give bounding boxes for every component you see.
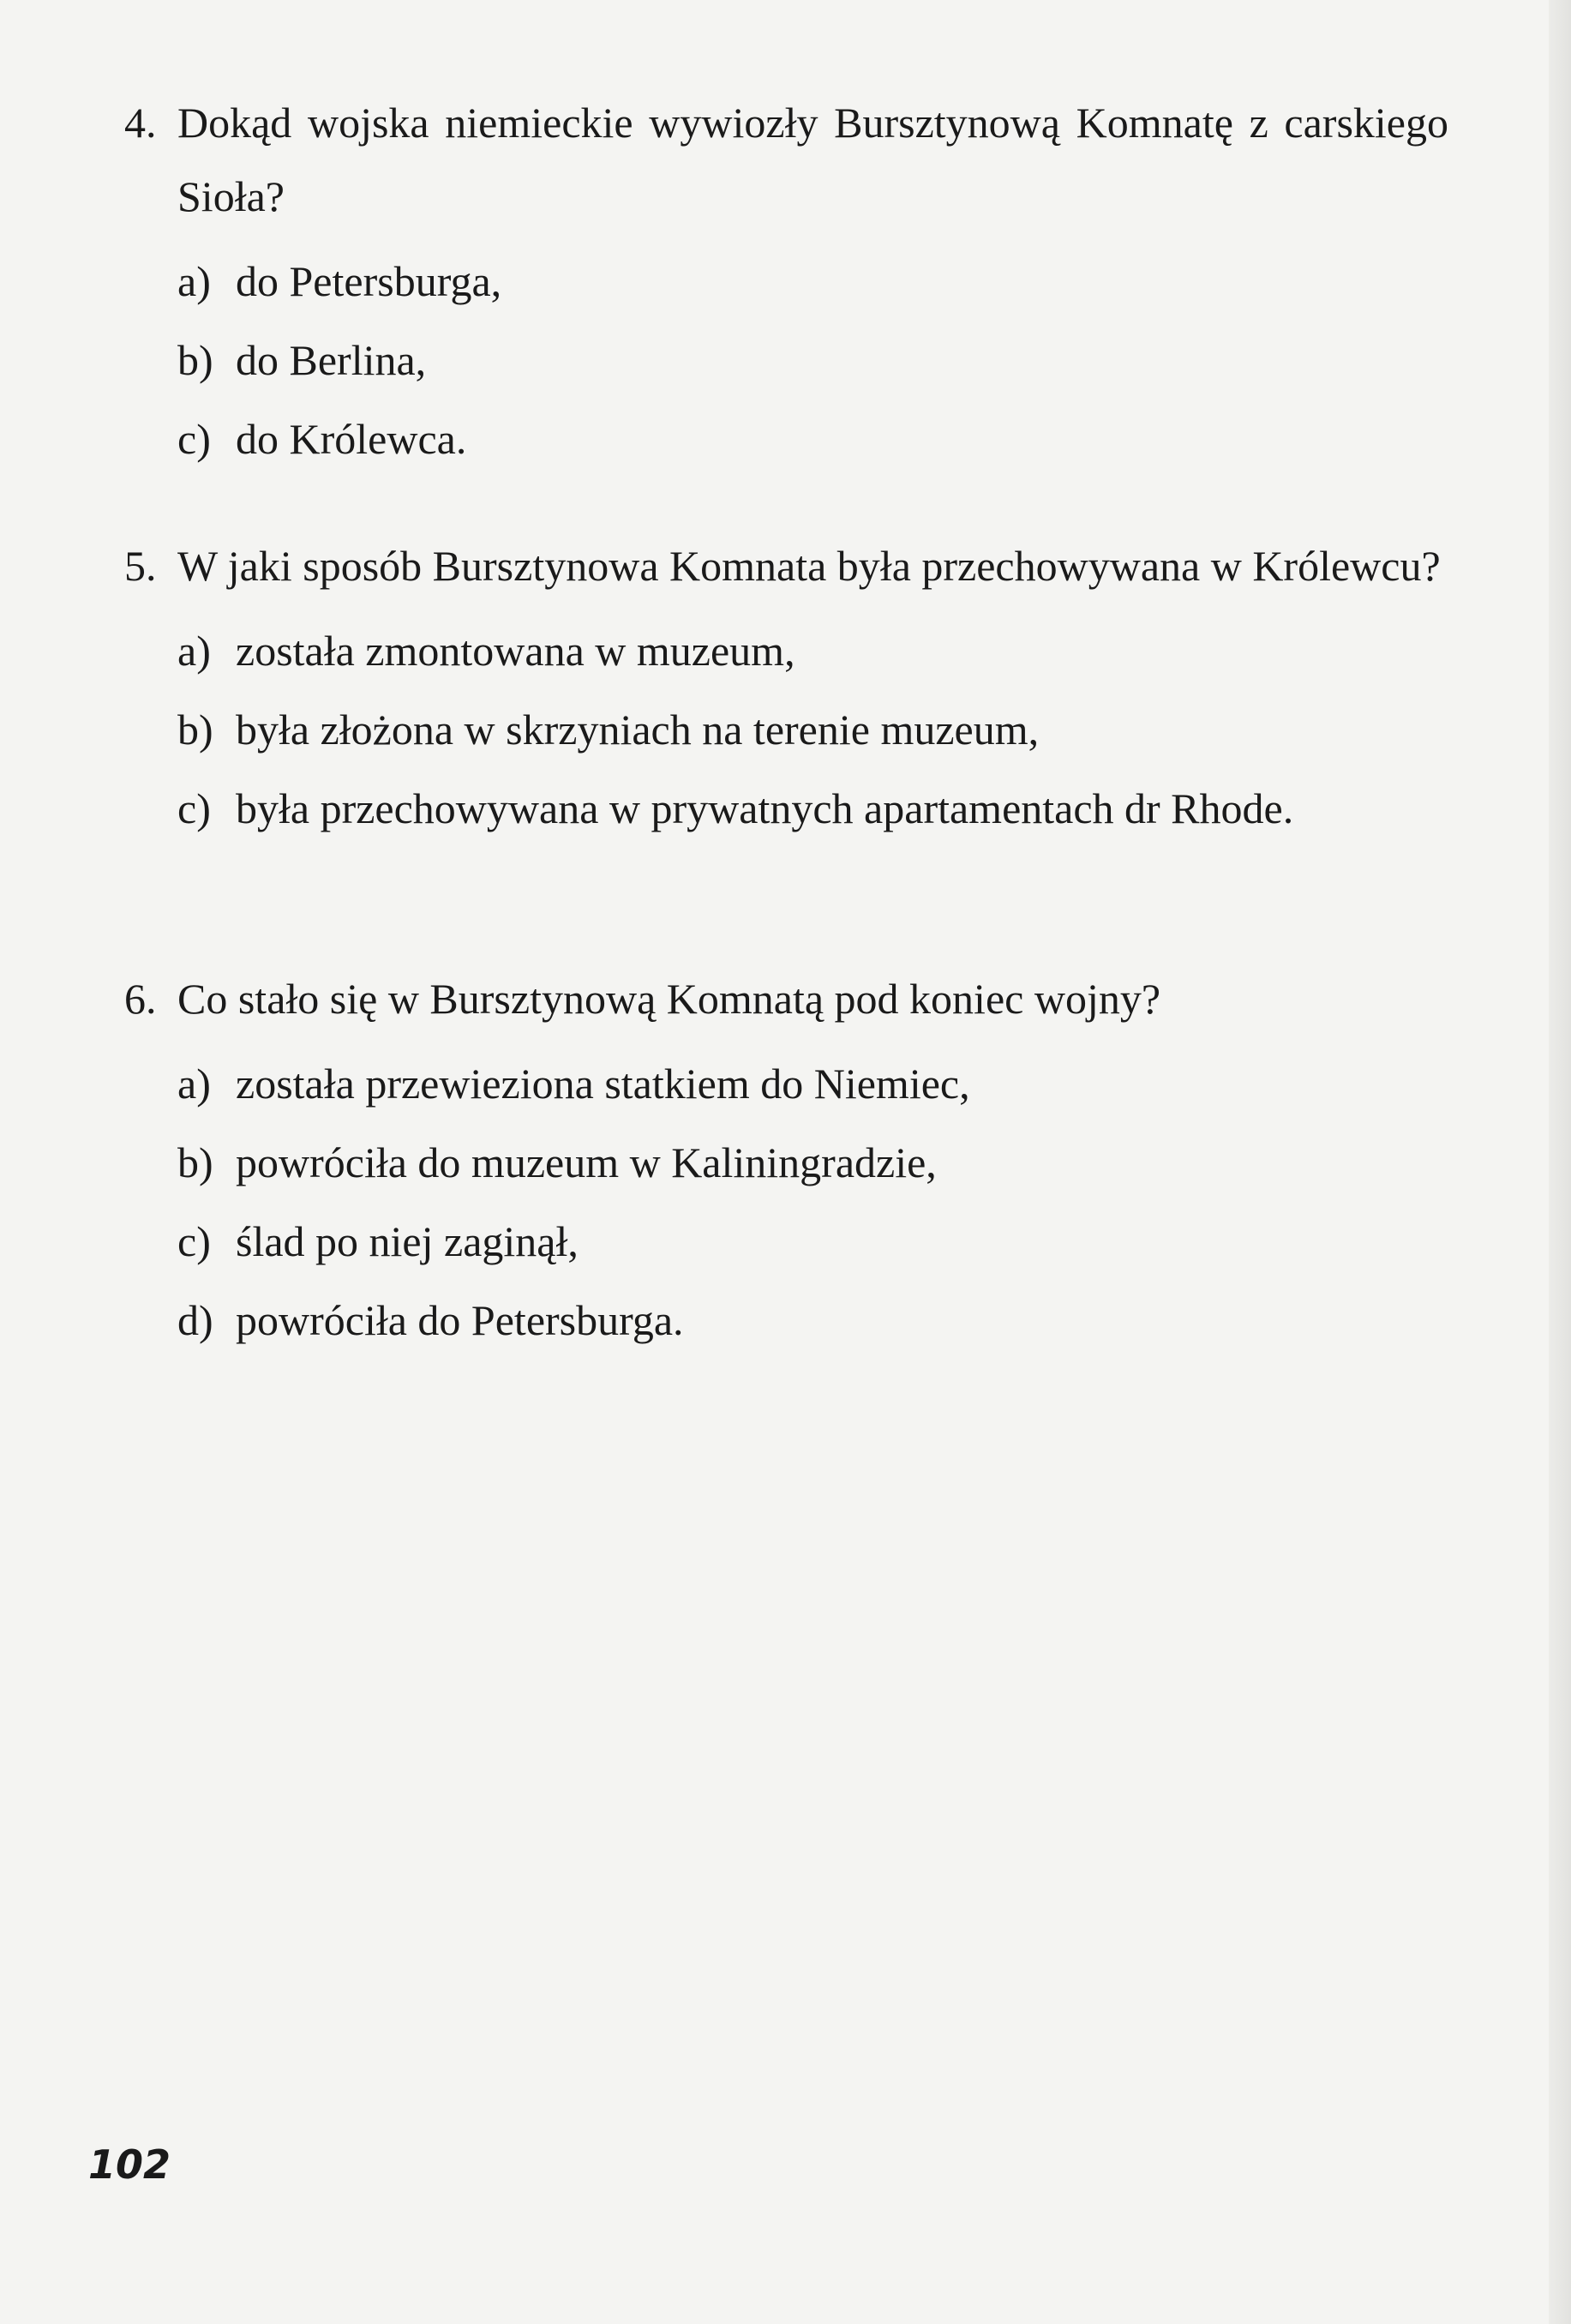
option-text: do Berlina, <box>236 336 427 384</box>
answer-options <box>124 611 1448 848</box>
answer-option-c <box>177 399 1448 478</box>
question-6 <box>124 962 1448 1360</box>
option-text: ślad po niej zaginął, <box>236 1217 579 1265</box>
answer-option-c <box>177 1202 1448 1281</box>
option-text: została zmontowana w muzeum, <box>236 627 795 675</box>
answer-option-b <box>177 690 1448 769</box>
option-text: była przechowywana w prywatnych apartamentach dr Rhode. <box>236 784 1294 832</box>
question-stem <box>124 962 1448 1036</box>
answer-option-a <box>177 611 1448 690</box>
option-text: powróciła do Petersburga. <box>236 1296 684 1344</box>
question-number: 4. <box>124 99 157 147</box>
option-text: była złożona w skrzyniach na terenie muzeum, <box>236 706 1040 754</box>
option-letter: d) <box>177 1296 213 1344</box>
answer-option-b <box>177 1123 1448 1202</box>
question-stem <box>124 86 1448 233</box>
page-number: 102 <box>88 2141 171 2188</box>
question-text: Dokąd wojska niemieckie wywiozły Bursztynową Komnatę z carskiego Sioła? <box>177 99 1448 220</box>
question-5 <box>124 529 1448 848</box>
option-letter: b) <box>177 706 213 754</box>
option-letter: a) <box>177 627 211 675</box>
option-letter: a) <box>177 257 211 305</box>
answer-options <box>124 242 1448 478</box>
option-letter: b) <box>177 336 213 384</box>
option-text: została przewieziona statkiem do Niemiec, <box>236 1060 970 1108</box>
answer-option-c <box>177 769 1448 848</box>
question-4 <box>124 86 1448 478</box>
question-number: 6. <box>124 975 157 1023</box>
option-letter: c) <box>177 784 211 832</box>
answer-option-a <box>177 242 1448 321</box>
option-letter: a) <box>177 1060 211 1108</box>
option-letter: c) <box>177 1217 211 1265</box>
option-text: do Petersburga, <box>236 257 502 305</box>
answer-option-b <box>177 321 1448 399</box>
option-letter: c) <box>177 415 211 463</box>
answer-option-a <box>177 1044 1448 1123</box>
option-text: powróciła do muzeum w Kaliningradzie, <box>236 1138 937 1186</box>
question-number: 5. <box>124 542 157 590</box>
question-stem <box>124 529 1448 603</box>
option-text: do Królewca. <box>236 415 467 463</box>
answer-options <box>124 1044 1448 1360</box>
page-edge-shadow <box>1549 0 1571 2324</box>
option-letter: b) <box>177 1138 213 1186</box>
question-text: W jaki sposób Bursztynowa Komnata była przechowywana w Królewcu? <box>177 542 1441 590</box>
answer-option-d <box>177 1281 1448 1360</box>
question-text: Co stało się w Bursztynową Komnatą pod koniec wojny? <box>177 975 1161 1023</box>
